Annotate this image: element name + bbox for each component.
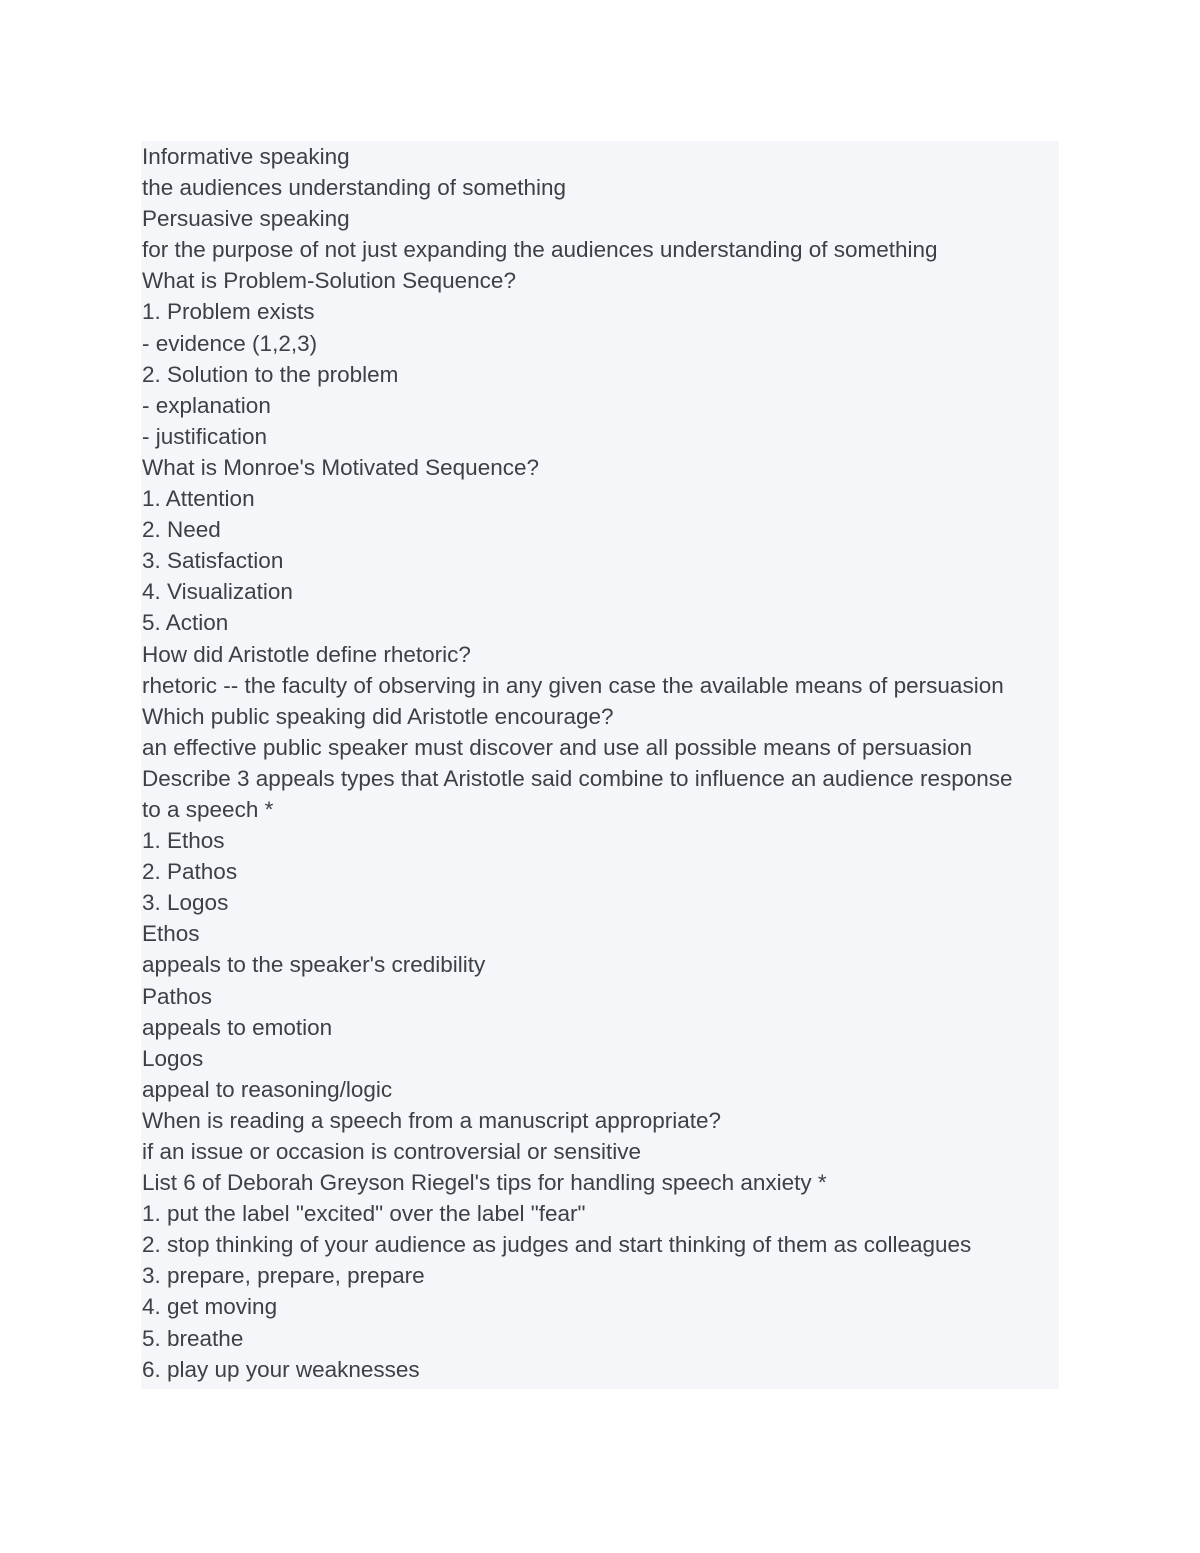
- text-line: 5. Action: [142, 610, 229, 636]
- text-line: When is reading a speech from a manuscript appropriate?: [142, 1107, 722, 1133]
- text-line: Informative speaking: [142, 144, 350, 169]
- text-line: appeal to reasoning/logic: [142, 1076, 393, 1102]
- text-line: - justification: [142, 423, 268, 449]
- text-line: 6. play up your weaknesses: [142, 1356, 420, 1382]
- text-line: 1. Attention: [142, 486, 255, 512]
- text-line: - evidence (1,2,3): [142, 330, 318, 356]
- text-line: List 6 of Deborah Greyson Riegel's tips for handling speech anxiety *: [142, 1170, 827, 1196]
- text-line: for the purpose of not just expanding the audiences understanding of something: [142, 237, 938, 263]
- text-line: Which public speaking did Aristotle encourage?: [142, 703, 614, 729]
- text-line: Describe 3 appeals types that Aristotle said combine to influence an audience response: [142, 765, 1013, 791]
- text-line: What is Monroe's Motivated Sequence?: [142, 454, 540, 480]
- text-line: appeals to emotion: [142, 1014, 333, 1040]
- text-line: 4. Visualization: [142, 579, 293, 605]
- text-line: 4. get moving: [142, 1294, 278, 1320]
- text-line: rhetoric -- the faculty of observing in any given case the available means of persuasion: [142, 672, 1004, 698]
- text-line: 2. stop thinking of your audience as judges and start thinking of them as colleagues: [142, 1232, 972, 1258]
- text-line: Ethos: [142, 921, 200, 947]
- text-line: - explanation: [142, 392, 271, 418]
- text-line: if an issue or occasion is controversial or sensitive: [142, 1139, 641, 1164]
- text-line: Pathos: [142, 983, 213, 1009]
- text-line: 1. put the label "excited" over the label "fear": [142, 1201, 586, 1227]
- text-line: 1. Problem exists: [142, 299, 315, 325]
- text-line: 2. Pathos: [142, 859, 238, 885]
- notes-text-block: [141, 141, 1059, 1389]
- text-line: appeals to the speaker's credibility: [142, 952, 486, 978]
- text-line: 1. Ethos: [142, 828, 225, 854]
- text-line: the audiences understanding of something: [142, 175, 567, 201]
- text-line: What is Problem-Solution Sequence?: [142, 268, 516, 294]
- text-line: Logos: [142, 1045, 204, 1071]
- text-line: 5. breathe: [142, 1325, 244, 1351]
- text-line: How did Aristotle define rhetoric?: [142, 641, 471, 667]
- text-line: 3. Satisfaction: [142, 548, 284, 574]
- text-line: 2. Need: [142, 517, 221, 543]
- text-line: 3. Logos: [142, 890, 229, 916]
- text-line: 3. prepare, prepare, prepare: [142, 1263, 425, 1289]
- text-line: an effective public speaker must discover and use all possible means of persuasion: [142, 734, 973, 760]
- text-line: 2. Solution to the problem: [142, 361, 399, 387]
- text-line: to a speech *: [142, 796, 274, 822]
- text-line: Persuasive speaking: [142, 206, 350, 232]
